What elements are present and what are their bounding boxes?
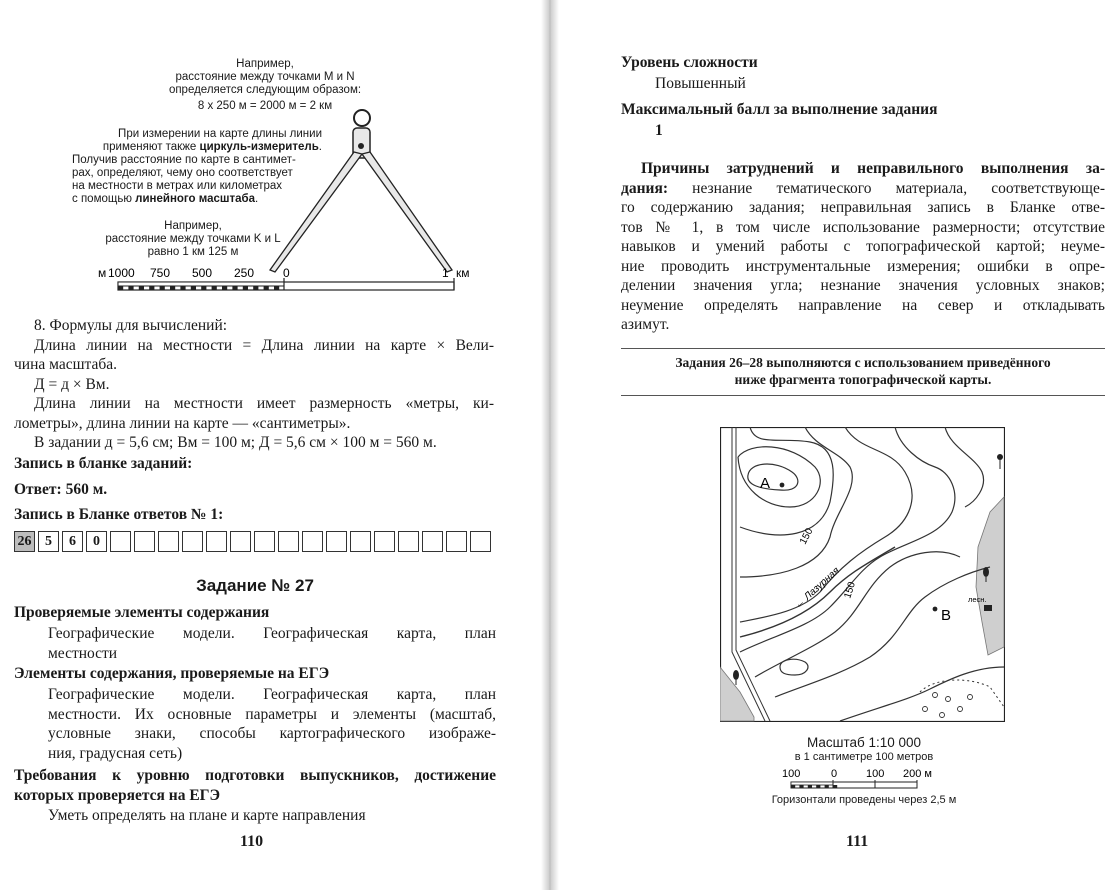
scale-segment [833, 785, 837, 788]
point-b-dot [933, 607, 938, 612]
scale-segment [191, 286, 196, 290]
scale-segment [243, 286, 248, 290]
answer-text: Ответ: 560 м. [14, 481, 108, 498]
formula-block: 8. Формулы для вычислений: Длина линии на местности = Длина линии на карте × Вели- чина масштаба. Д = д × Вм. Длина линии на местности имеет размерность «метры, ки- лометры», длина линии на карте — «сантиметры». В задании д = 5,6 см; Вм = 100 м; Д = 5,6 см × 100 м = 560 м. [14, 317, 494, 451]
task-27-title: Задание № 27 [196, 576, 314, 595]
answer-cell-empty [206, 531, 227, 552]
scale-segment [118, 286, 123, 290]
contour-label: 150 [842, 580, 859, 600]
scale-segment [149, 286, 154, 290]
scale-segment [170, 286, 175, 290]
left-page [0, 0, 541, 890]
contour-interval-note: Горизонтали проведены через 2,5 м [771, 794, 957, 806]
max-score-value: 1 [655, 122, 663, 139]
caliper-right-leg [362, 152, 452, 272]
ege-text: Географические модели. Географическая карта, план местности. Их основные параметры и элементы (масштаб, условные знаки, способы картографического изображе- ния, градусная сеть) [48, 686, 496, 762]
ege-heading: Элементы содержания, проверяемые на ЕГЭ [14, 665, 330, 682]
elements-heading: Проверяемые элементы содержания [14, 604, 270, 621]
map-scale-tick: 0 [831, 768, 838, 780]
tasks-note-box [621, 348, 1105, 396]
scale-unit-right: км [456, 266, 470, 280]
caliper-diagram [0, 0, 541, 300]
record-answers-heading: Запись в Бланке ответов № 1: [14, 506, 224, 523]
map-scale-subtitle: в 1 сантиметре 100 метров [794, 751, 934, 763]
scale-segment [816, 785, 820, 788]
difficulty-paragraph: Причины затруднений и неправильного выполнения за- дания: незнание тематического материала, соответствующе- го содержанию задания; неправильная запись в Бланке отве- тов № 1, в том числе использование размерности; отсутствие навыков и умений работы с топографической картой; неуме- ние проводить инструментальные измерения; ошибки в опре- делении значения угла; незнание значения условных знаков; неумение определять направление на север и откладывать азимут. [621, 160, 1105, 333]
note-kl: Например, расстояние между точками K и L равно 1 км 125 м [105, 220, 281, 258]
answer-cell-empty [278, 531, 299, 552]
scale-tick-250: 250 [234, 266, 255, 280]
scale-segment [808, 785, 812, 788]
scale-tick-0: 0 [283, 266, 290, 280]
map-scale-title: Масштаб 1:10 000 [806, 735, 922, 750]
scale-segment [253, 286, 258, 290]
scale-segment [799, 785, 803, 788]
caliper-pivot [358, 143, 364, 149]
river-label: ← Лазурная [792, 565, 842, 612]
caliper-ring [354, 110, 370, 126]
answer-cell-empty [182, 531, 203, 552]
scale-tick-1000: 1000 [108, 266, 135, 280]
answer-cell: 0 [86, 531, 107, 552]
forester-house-icon [984, 605, 992, 611]
answer-cell-empty [302, 531, 323, 552]
scale-segment [274, 286, 279, 290]
book-gutter [541, 0, 559, 890]
answer-cell-empty [230, 531, 251, 552]
scale-tick-1km: 1 [442, 266, 449, 280]
answer-cell-empty [446, 531, 467, 552]
answer-cell-empty [254, 531, 275, 552]
scale-segment [201, 286, 206, 290]
answer-cell-empty [326, 531, 347, 552]
scale-segment [264, 286, 269, 290]
scale-segment [791, 785, 795, 788]
requirements-text: Уметь определять на плане и карте направления [48, 807, 366, 824]
contour-label: 150 [797, 526, 816, 547]
elements-text: Географические модели. Географическая карта, план местности [48, 625, 496, 662]
answer-cell-empty [350, 531, 371, 552]
map-scale-tick: 100 [866, 768, 885, 780]
page-number-left: 110 [240, 833, 264, 850]
page-number-right: 111 [846, 833, 869, 850]
map-scale-tick: 200 м [903, 768, 932, 780]
map-linear-scale [779, 765, 954, 795]
caliper-description: При измерении на карте длины линии применяют также циркуль-измеритель. Получив расстояние по карте в сантимет- рах, определяют, чему оно соответствует на местности в метрах или километрах с помощью линейного масштаба. [72, 128, 322, 205]
tasks-note-line-2: ниже фрагмента топографической карты. [734, 372, 992, 387]
answer-cell-empty [374, 531, 395, 552]
tasks-note-line-1: Задания 26–28 выполняются с использованием приведённого [675, 355, 1051, 370]
scale-segment [825, 785, 829, 788]
answer-cell-empty [158, 531, 179, 552]
point-a-dot [780, 483, 785, 488]
answer-cell-empty [422, 531, 443, 552]
caliper-left-leg [270, 152, 362, 272]
level-value: Повышенный [655, 75, 746, 92]
answer-cell: 5 [38, 531, 59, 552]
requirements-heading: Требования к уровню подготовки выпускников, достижение которых проверяется на ЕГЭ [14, 767, 496, 804]
scale-tick-750: 750 [150, 266, 171, 280]
answer-cell: 6 [62, 531, 83, 552]
forest-label: лесн. [968, 595, 987, 604]
scale-tick-500: 500 [192, 266, 213, 280]
right-page [559, 0, 1107, 890]
answer-cell-empty [134, 531, 155, 552]
scale-unit-left: м [98, 266, 107, 280]
point-b-label: B [941, 607, 952, 624]
max-score-heading: Максимальный балл за выполнение задания [621, 101, 938, 118]
scale-segment [160, 286, 165, 290]
map-scale-tick: 100 [782, 768, 801, 780]
scale-segment [232, 286, 237, 290]
point-a-label: A [760, 475, 771, 492]
record-tasks-heading: Запись в бланке заданий: [14, 455, 193, 472]
scale-segment [139, 286, 144, 290]
answer-grid [14, 531, 496, 552]
scale-segment [128, 286, 133, 290]
answer-cell-task-number: 26 [14, 531, 35, 552]
scale-segment [222, 286, 227, 290]
scale-segment [180, 286, 185, 290]
note-mn: Например, расстояние между точками M и N определяется следующим образом: 8 х 250 м = 2000 м = 2 км [168, 58, 362, 112]
answer-cell-empty [470, 531, 491, 552]
answer-cell-empty [398, 531, 419, 552]
answer-cell-empty [110, 531, 131, 552]
scale-segment [212, 286, 217, 290]
level-heading: Уровень сложности [621, 54, 758, 71]
topographic-map [720, 427, 1005, 722]
